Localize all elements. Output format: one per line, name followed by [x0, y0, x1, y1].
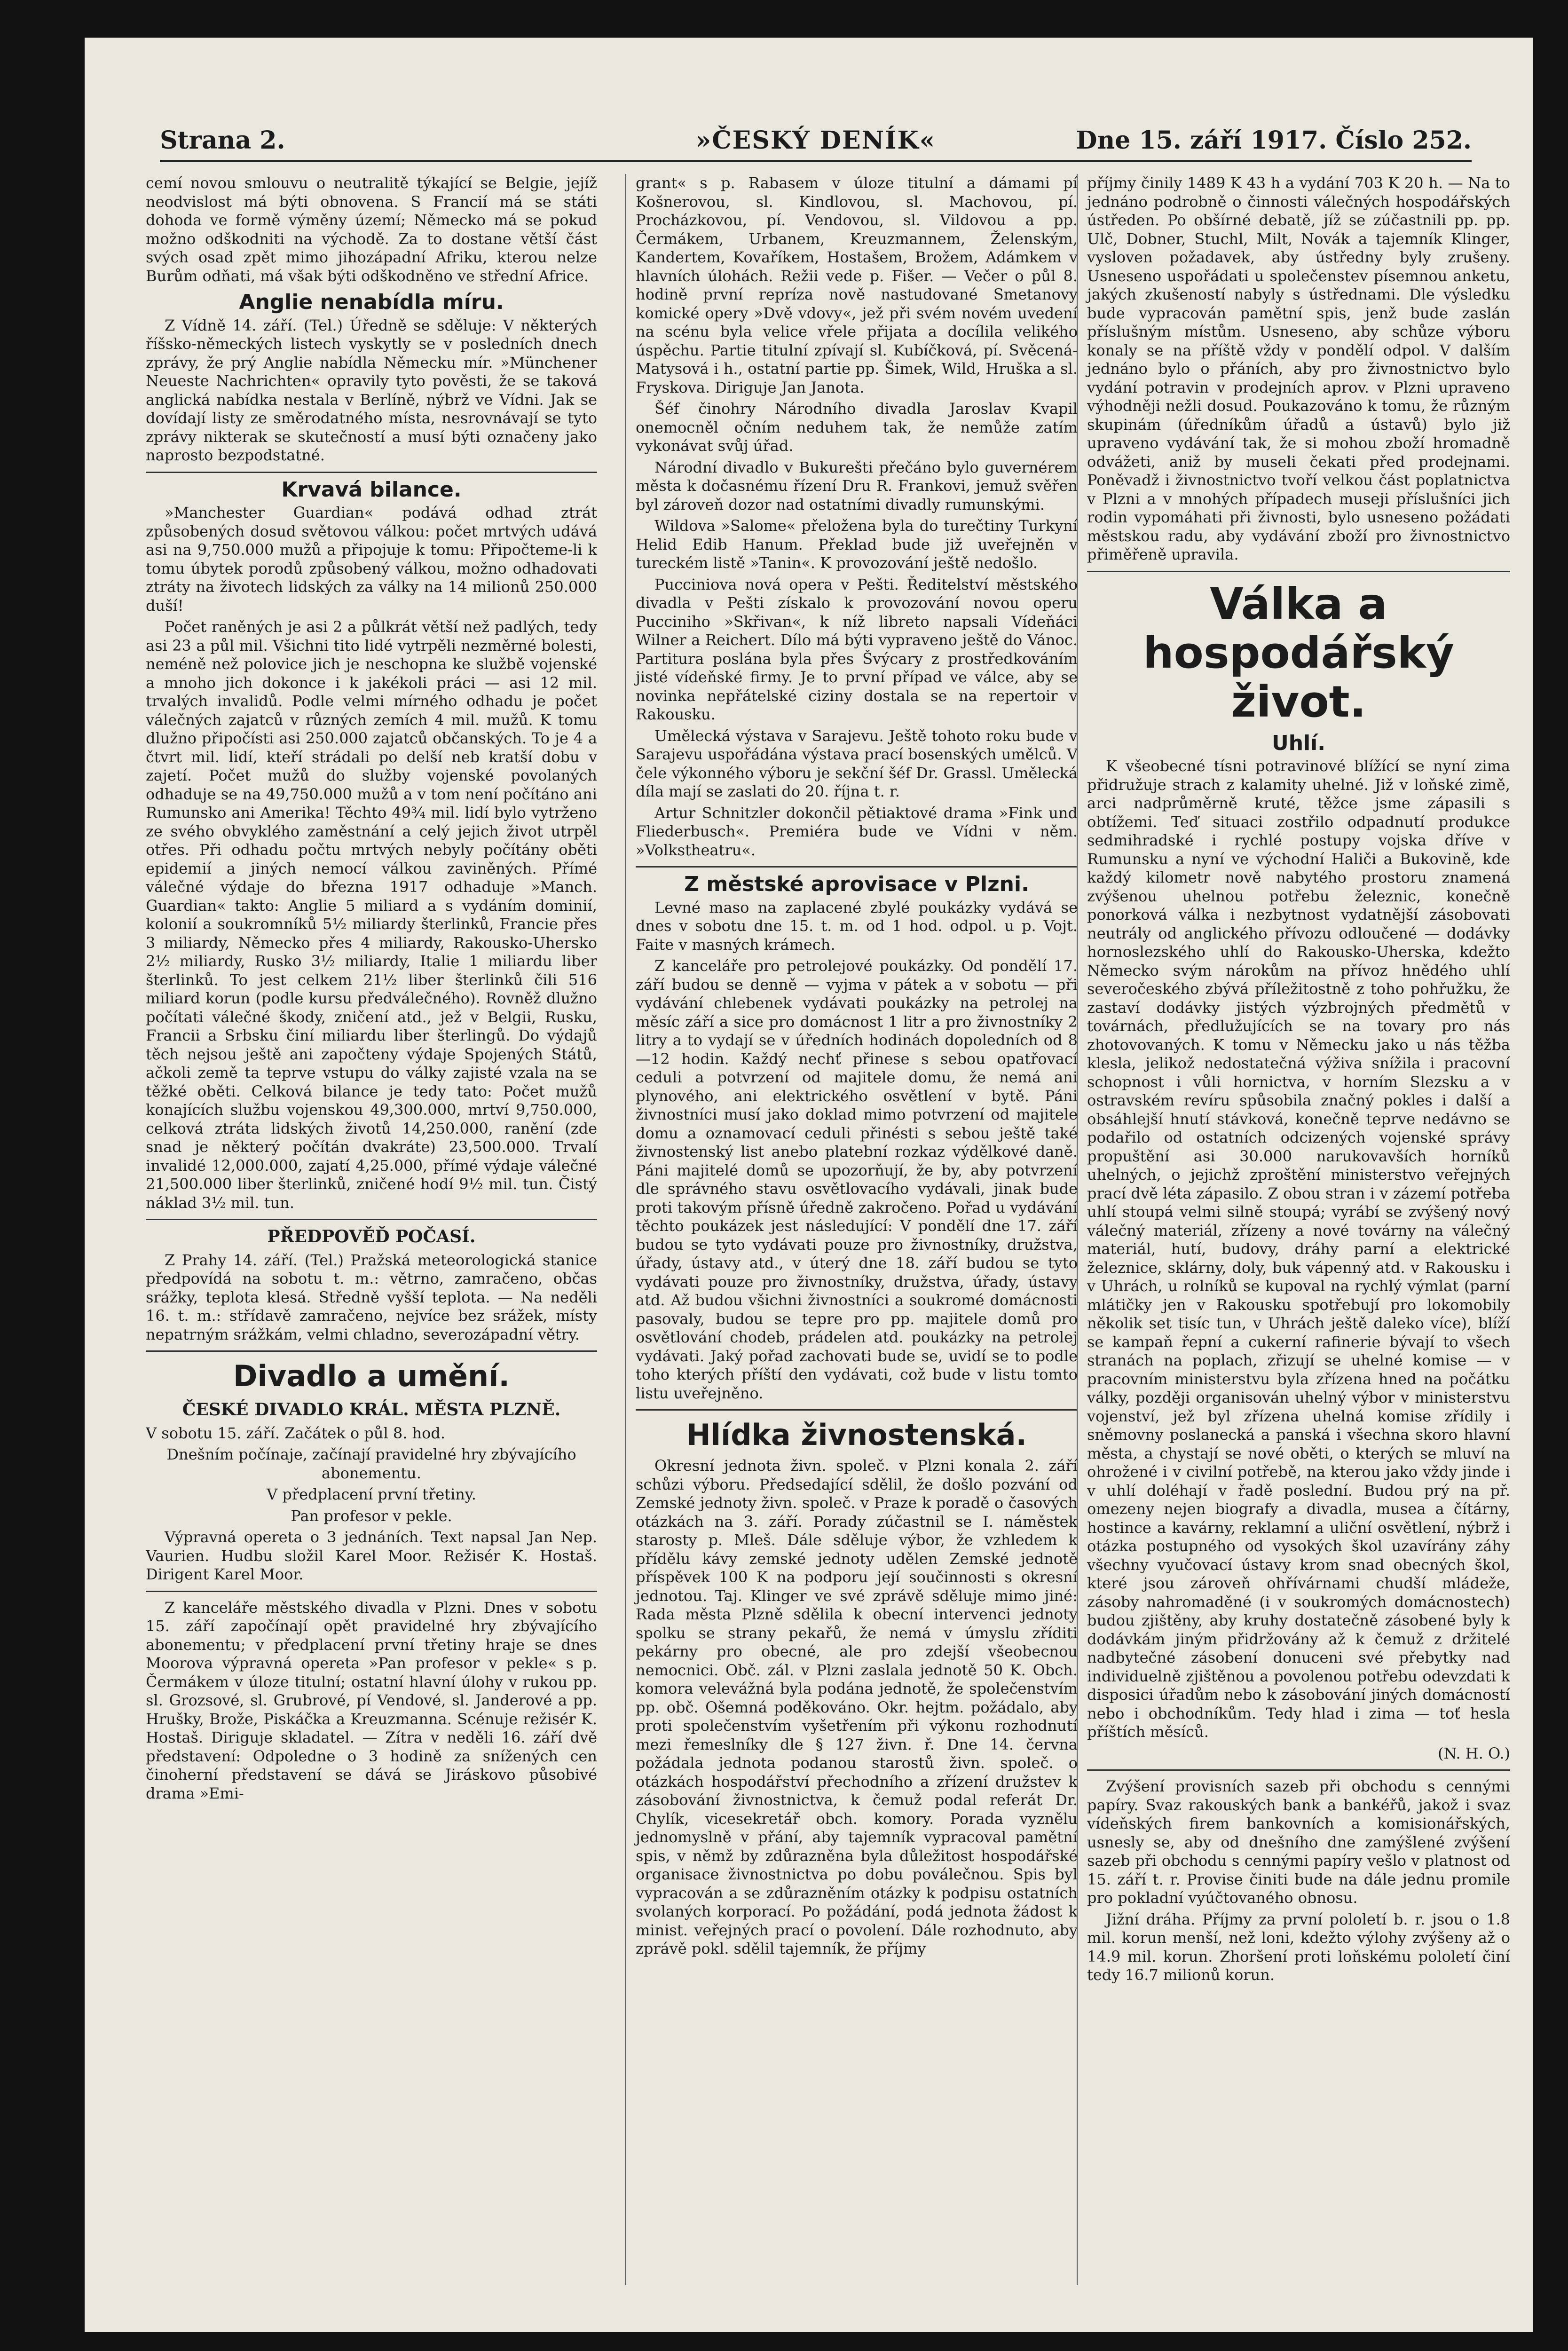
article-text: Umělecká výstava v Sarajevu. Ještě tohoto roku bude v Sarajevu uspořádána výstava prací bosenských umělců. V čele výkonného výboru je sekční šéf Dr. Grassl. Umělecká díla mají se zaslati do 20. října t. r.: [636, 726, 1078, 800]
article-text: Okresní jednota živn. společ. v Plzni konala 2. září schůzi výboru. Předsedající sdělil, že došlo pozvání od Zemské jednoty živn. společ. v Praze k poradě o časových otázkách na 3. září. Porady zúčastnil se I. náměstek starosty p. Mleš. Dále sděluje výbor, že vzhledem k přídělu kávy zemské jednoty udělen Zemské jednotě příspěvek 100 K na podporu její součinnosti s okresní jednotou. Taj. Klinger ve své zprávě sděluje mimo jiné: Rada města Plzně sdělila k obecní intervenci jednoty spolku se strany pekařů, že nemá v úmyslu zříditi pekárny pro obecné, ale pro zdejší všeobecnou nemocnici. Obč. zál. v Plzni zaslala jednotě 50 K. Obch. komora velevážná byla podána jednotě, že společenstvím pp. obč. Ošemná poděkováno. Okr. hejtm. požádalo, aby proti společenstvím vyšetřením při výkonu rozhodnutí mezi řemeslníky dle § 127 živn. ř. Dne 14. června požádala jednota podanou starostů živn. společ. o otázkách hospodářství přechodního a zřízení družstev k zásobování živnostnictva, k čemuž podal referát Dr. Chylík, vicesekretář obch. komory. Porada vyznělu jednomyslně v přání, aby tajemník vypracoval pamětní spis, v němž by zdůrazněna byla důležitost hospodářské organisace živnostnictva po dobu poválečnou. Spis byl vypracován a se zdůrazněním otázky k podpisu ostatních svolaných korporací. Po požádání, podá jednota žádost k minist. veřejných prací o povolení. Dále rozhodnuto, aby zprávě pokl. sdělil tajemník, že příjmy: [636, 1457, 1078, 1957]
divider: [1087, 571, 1510, 572]
article-text: Počet raněných je asi 2 a půlkrát větší než padlých, tedy asi 23 a půl mil. Všichni tito lidé vytrpěli nezměrné bolesti, neméně než polovice jich je neschopna ke službě vojenské a mnoho jich dokonce i k jakékoli práci — asi 12 mil. trvalých invalidů. Podle velmi mírného odhadu je počet válečných zajatců v různých zemích 4 mil. mužů. K tomu dlužno připočísti asi 250.000 zajatců občanských. To je 4 a čtvrt mil. lidí, kteří strádali po delší neb kratší dobu v zajetí. Počet mužů do služby vojenské povolaných odhaduje se na 49,750.000 mužů a v tom není počítáno ani Rumunsko ani Amerika! Těchto 49¾ mil. lidí bylo vytrženo ze svého obvyklého zaměstnání a celý jejich život utrpěl otřes. Při odhadu počtu mrtvých nebyly počítány oběti epidemií a jiných nemocí válkou zaviněných. Přímé válečné výdaje do března 1917 odhaduje »Manch. Guardian« takto: Anglie 5 miliard a s vydáním dominií, kolonií a soukromníků 5½ miliardy šterlinků, Francie přes 3 miliardy, Německo přes 4 miliardy, Rakousko-Uhersko 2½ miliardy, Rusko 3½ miliardy, Italie 1 miliardu liber šterlinků. To jest celkem 21½ liber šterlinků čili 516 miliard korun (podle kursu předválečného). Rovněž dlužno počítati válečné škody, zničení atd., jež v Belgii, Rusku, Francii a Srbsku činí miliardu liber šterlingů. Do výdajů těch nejsou ještě ani započteny výdaje Spojených Států, ačkoli země ta teprve vstupu do války zajisté vzala na se těžké oběti. Celková bilance je tedy tato: Počet mužů konajících službu vojenskou 49,300.000, mrtví 9,750.000, celková ztráta lidských životů 14,250.000, ranění (zde snad je některý počítán dvakráte) 23,500.000. Trvalí invalidé 12,000.000, zajatí 4,25.000, přímé výdaje válečné 21,500.000 liber šterlinků, zničené hodí 9½ mil. tun. Čistý náklad 3½ mil. tun.: [146, 618, 597, 1212]
headline-ceske-divadlo: ČESKÉ DIVADLO KRÁL. MĚSTA PLZNĚ.: [182, 1400, 561, 1420]
divider: [146, 1591, 597, 1592]
article-text: Jižní dráha. Příjmy za první pololetí b. r. jsou o 1.8 mil. korun menší, než loni, kdežto výlohy zvýšeny až o 14.9 mil. korun. Zhoršení proti loňskému pololetí činí tedy 16.7 milionů korun.: [1087, 1910, 1510, 1984]
column-2: [625, 174, 1078, 2285]
program-title: Pan profesor v pekle.: [291, 1507, 452, 1525]
subheadline-uhli: Uhlí.: [1272, 731, 1325, 755]
divider: [146, 1350, 597, 1352]
headline-aprovisace: Z městské aprovisace v Plzni.: [684, 872, 1029, 896]
program-note: V předplacení první třetiny.: [267, 1485, 476, 1503]
column-1: [146, 174, 597, 2285]
article-text: Z Prahy 14. září. (Tel.) Pražská meteorologická stanice předpovídá na sobotu t. m.: větrno, zamračeno, občas srážky, teplota klesá. Středně vyšší teplota. — Na neděli 16. t. m.: střídavě zamračeno, nejvíce bez srážek, místy nepatrným srážkám, velmi chladno, severozápadní větry.: [146, 1251, 597, 1343]
masthead: »ČESKÝ DENÍK«: [695, 126, 936, 155]
article-text: příjmy činily 1489 K 43 h a vydání 703 K 20 h. — Na to jednáno podrobně o činnosti válečných hospodářských ústředen. Po obšírné debatě, jíž se zúčastnili pp. pp. Ulč, Dobner, Stuchl, Milt, Novák a tajemník Klinger, vysloven požadavek, aby ústředny byly zrušeny. Usneseno uspořádati u společenstev písemnou anketu, jakých zkušeností nabyly s ústřednami. Dle výsledku bude vypracován pamětní spis, jenž bude zaslán příslušným místům. Usneseno, aby schůze výboru konaly se na příště vždy v pondělí odpol. V dalším jednáno bylo o přáních, aby pro živnostnictvo bylo vydání potravin v prodejních aprov. v Plzni upraveno výhodněji nežli dosud. Poukazováno k tomu, že různým skupinám (úředníkům úřadů a ústavů) bylo již upraveno vydávání tak, že si mohou zboží hromadně odvážeti, aniž by museli čekati před prodejnami. Poněvadž i živnostnictvo tvoří velkou část poplatnictva v Plzni a v mnohých případech museji příslušníci jich rodin vypomáhati při živnosti, bylo usneseno požádati městskou radu, aby vydávání zboží pro živnostnictvo přiměřeně upravila.: [1087, 174, 1510, 563]
divider: [146, 472, 597, 473]
article-text: K všeobecné tísni potravinové blížící se nyní zima přidružuje strach z kalamity uhelné. Již v loňské zimě, arci nadprůměrně kruté, těžce jsme zápasili s obtížemi. Teď situaci zostřilo odpadnutí produkce sedmihradské i rychlé postupy vojska dříve v Rumunsku a nyní ve východní Haliči a Bukovině, kde každý kilometr nově nabytého prostoru znamená zvýšenou uhelnou potřebu železnic, konečně ponorková válka i nezbytnost vydatnější zásobovati neutrály od anglického přívozu odloučené — dodávky hornoslezského uhlí do Rakousko-Uherska, kdežto Německo svým nárokům na přívoz hnědého uhlí severočeského zbývá příležitostně z toho pohřužku, že zastaví dodávky jistých výzbrojných předmětů v továrnách, předlužujících se na tovary pro nás zhotovovaných. K tomu v Německu jako u nás těžba klesla, jelikož nedostatečná výživa snížila i pracovní schopnost i vůli hornictva, v horním Slezsku a v ostravském revíru spůsobila značný pokles i další a obsáhlejší hnutí stávková, konečně teprve nedávno se podařilo od ostatních odcizených vojenské správy propuštění asi 30.000 narukovavších horníků uhelných, o jejichž zproštění ministerstvo veřejných prací dvě léta zápasilo. Z obou stran i v zázemí potřeba uhlí stoupá velmi silně stoupá; vyrábí se zvýšený nový válečný materiál, zřízeny a nové továrny na válečný materiál, hutí, budovy, dráhy parní a elektrické železnice, sklárny, doly, buk vápenný atd. v Rakousku i v Uhrách, u rolníků se kupoval na rychlý výmlat (parní mlátičky jen v Rakousku spotřebují pro lokomobily několik set tisíc tun, v Uhrách ještě daleko více), blíží se kampaň řepní a cukerní rafinerie bývají to všech stranách na poplach, zřizují se uhelné komise — v pracovním ministerstvu byla zřízena hned na počátku války, později organisován uhelný výbor v ministerstvu vojenství, jež byl zřízena uhelná komise zřídily i sněmovny poslanecká a panská i všechna skoro hlavní města, a chystají se nové oběti, o kterých se mluví na ohrožené i v civilní potřebě, na kterou jako vždy jinde i v uhlí doléhají v řadě poslední. Budou prý na př. omezeny nejen biografy a divadla, musea a čítárny, hostince a kavárny, reklamní a uliční osvětlení, nýbrž i otázka postupného od vysokých škol uzavírány záhy všechny vyučovací ústavy krom snad obecných škol, které jsou zároveň ohřívárnami chudší mládeže, zásoby nahromaděné (i v soukromých domácnostech) budou zjištěny, aby kruhy dostatečně zásobené byly k dodávkám jiným přidržovány až k čemuž z držitelé nadbytečné zásobení donuceni své přebytky nad individuelně zjištěnou a povolenou potřebu odevzdati k disposici úřadům nebo k zásobování jiných domácností nebo i obchodníkům. Tedy hlad i zima — toť hesla příštích měsíců.: [1087, 757, 1510, 1741]
article-text: cemí novou smlouvu o neutralitě týkající se Belgie, jejíž neodvislost má býti obnovena. S Francií má se státi dohoda ve formě výměny území; Německo má se pokud možno odškodniti na východě. Za to dostane větší část svých osad zpět mimo jihozápadní Afriku, kterou nelze Burům odňati, má však býti odškodněno ve střední Africe.: [146, 174, 597, 285]
article-text: »Manchester Guardian« podává odhad ztrát způsobených dosud světovou válkou: počet mrtvých udává asi na 9,750.000 mužů a připojuje k tomu: Připočteme-li k tomu úbytek porodů způsobený válkou, možno odhadovati ztráty na životech lidských za války na 14 milionů 250.000 duší!: [146, 504, 597, 615]
article-text: Šéf činohry Národního divadla Jaroslav Kvapil onemocněl očním neduhem tak, že nemůže zatím vykonávat svůj úřad.: [636, 400, 1078, 455]
article-text: Pucciniova nová opera v Pešti. Ředitelství městského divadla v Pešti získalo k provozování novou operu Pucciniho »Skřivan«, k níž libreto napsali Vídeňáci Wilner a Reichert. Dílo má býti vypraveno ještě do Vánoc. Partitura poslána byla přes Švýcary z prostředkováním jisté vídeňské firmy. Je to první případ ve válce, aby se novinka nepřátelské ciziny dostala se na repertoir v Rakousku.: [636, 575, 1078, 723]
page-number: Strana 2.: [160, 126, 285, 155]
article-text: Wildova »Salome« přeložena byla do turečtiny Turkyní Helid Edib Hanum. Překlad bude již uveřejněn v tureckém listě »Tanin«. K provozování ještě nedošlo.: [636, 517, 1078, 572]
article-text: grant« s p. Rabasem v úloze titulní a dámami pí Košnerovou, sl. Kindlovou, sl. Machovou, pí. Procházkovou, pí. Vendovou, sl. Vildovou a pp. Čermákem, Urbanem, Kreuzmannem, Želenským, Kandertem, Kovaříkem, Hostašem, Brožem, Adámkem v hlavních úlohách. Režii vede p. Fišer. — Večer o půl 8. hodině první repríza nově nastudované Smetanovy komické opery »Dvě vdovy«, jež při svém novém uvedení na scénu byla velice vřele přijata a docílila velikého úspěchu. Partie titulní zpívají sl. Kubíčková, pí. Svěcená-Matysová i h., ostatní partie pp. Šimek, Wild, Hruška a sl. Fryskova. Diriguje Jan Janota.: [636, 174, 1078, 396]
article-text: Z Vídně 14. září. (Tel.) Úředně se sděluje: V některých říšsko-německých listech vyskytly se v posledních dnech zprávy, že prý Anglie nabídla Německu mír. »Münchener Neueste Nachrichten« opravily tyto pověsti, že se taková anglická nabídka nestala v Berlíně, nýbrž ve Vídni. Jak se dovídají listy ze směrodatného místa, nesrovnávají se tyto zprávy nikterak se skutečností a musí býti označeny jako naprosto bezpodstatné.: [146, 316, 597, 464]
column-3: [1077, 174, 1510, 2285]
program-date: V sobotu 15. září. Začátek o půl 8. hod.: [146, 1424, 446, 1442]
divider: [636, 1409, 1078, 1411]
divider: [636, 866, 1078, 868]
section-valka-a-hospodarsky-zivot: Válka a hospodářský život.: [1143, 578, 1454, 727]
headline-anglie: Anglie nenabídla míru.: [239, 290, 504, 314]
program-note: Dnešním počínaje, začínají pravidelné hry zbývajícího abonementu.: [166, 1445, 576, 1482]
section-divadlo-a-umeni: Divadlo a umění.: [233, 1359, 510, 1393]
article-text: Z kanceláře pro petrolejové poukázky. Od pondělí 17. září budou se denně — vyjma v pátek a v sobotu — při vydávání chlebenek vydávati poukázky na petrolej na měsíc září a sice pro domácnost 1 litr a pro živnostníky 2 litry a to vydají se v úředních hodinách dopoledních od 8—12 hodin. Každý nechť přinese s sebou opatřovací ceduli a potvrzení od majitele domu, že nemá ani plynového, ani elektrického osvětlení v bytě. Páni živnostníci musí jako doklad mimo potvrzení od majitele domu a oznamovací ceduli přinésti s sebou ještě také živnostenský list anebo platební rozkaz výdělkové daně. Páni majitelé domů se upozorňují, že by, aby potvrzení dle správného stavu osvětlovacího vydávali, jinak bude proti takovým přísně úředně zakročeno. Pořad u vydávání těchto poukázek jest následující: V pondělí dne 17. září budou se tyto vydávati pouze pro živnostníky, družstva, úřady, ústavy atd., v úterý dne 18. září budou se tyto vydávati pouze pro živnostníky, družstva, úřady, ústavy atd. Až budou všichni živnostníci a soukromé domácnosti pasovaly, budou se tepre pro pp. majitele domů pro osvětlování chodeb, prádelen atd. poukázky na petrolej vydávati. Jaký pořad zachovati bude se, uvidí se to podle toho kterých příští den vydávati, což bude v listu tomto listu uveřejněno.: [636, 957, 1078, 1402]
issue-date: Dne 15. září 1917. Číslo 252.: [1076, 126, 1472, 155]
section-hlidka-zivnostenska: Hlídka živnostenská.: [686, 1418, 1027, 1452]
article-text: Zvýšení provisních sazeb při obchodu s cennými papíry. Svaz rakouských bank a bankéřů, jakož i svaz vídeňských firem bankovních a komisionářských, usnesly se, aby od dnešního dne zamýšlené zvýšení sazeb při obchodu s cennými papíry vešlo v platnost od 15. září t. r. Provise činiti bude na dále jednu promile pro pokladní vyúčtovaného obnosu.: [1087, 1777, 1510, 1907]
headline-krvava-bilance: Krvavá bilance.: [281, 477, 462, 502]
article-source: (N. H. O.): [1437, 1744, 1510, 1762]
divider: [1087, 1769, 1510, 1771]
article-text: Národní divadlo v Bukurešti přečáno bylo guvernérem města k dočasnému řízení Dru R. Frankovi, jemuž svěřen byl zároveň dozor nad ostatními divadly rumunskými.: [636, 458, 1078, 513]
article-text: Levné maso na zaplacené zbylé poukázky vydává se dnes v sobotu dne 15. t. m. od 1 hod. odpol. u p. Vojt. Faite v masných krámech.: [636, 898, 1078, 954]
newspaper-page: [85, 38, 1533, 2332]
program-credits: Výpravná opereta o 3 jednáních. Text napsal Jan Nep. Vaurien. Hudbu složil Karel Moor. Režisér K. Hostaš. Dirigent Karel Moor.: [146, 1528, 597, 1583]
headline-predpoved-pocasi: PŘEDPOVĚĎ POČASÍ.: [267, 1227, 476, 1247]
page-header: [160, 118, 1472, 162]
article-text: Z kanceláře městského divadla v Plzni. Dnes v sobotu 15. září započínají opět pravidelné hry zbývajícího abonementu; v předplacení první třetiny hraje se dnes Moorova výpravná opereta »Pan profesor v pekle« s p. Čermákem v úloze titulní; ostatní hlavní úlohy v rukou pp. sl. Grozsové, sl. Grubrové, pí Vendové, sl. Janderové a pp. Hrušky, Brože, Piskáčka a Kreuzmanna. Scénuje režisér K. Hostaš. Diriguje skladatel. — Zítra v neděli 16. září dvě představení: Odpoledne o 3 hodině za snížených cen činoherní představení se dává se Jiráskovo působivé drama »Emi-: [146, 1598, 597, 1802]
divider: [146, 1219, 597, 1220]
article-text: Artur Schnitzler dokončil pětiaktové drama »Fink und Fliederbusch«. Premiéra bude ve Vídni v něm. »Volkstheatru«.: [636, 804, 1078, 859]
